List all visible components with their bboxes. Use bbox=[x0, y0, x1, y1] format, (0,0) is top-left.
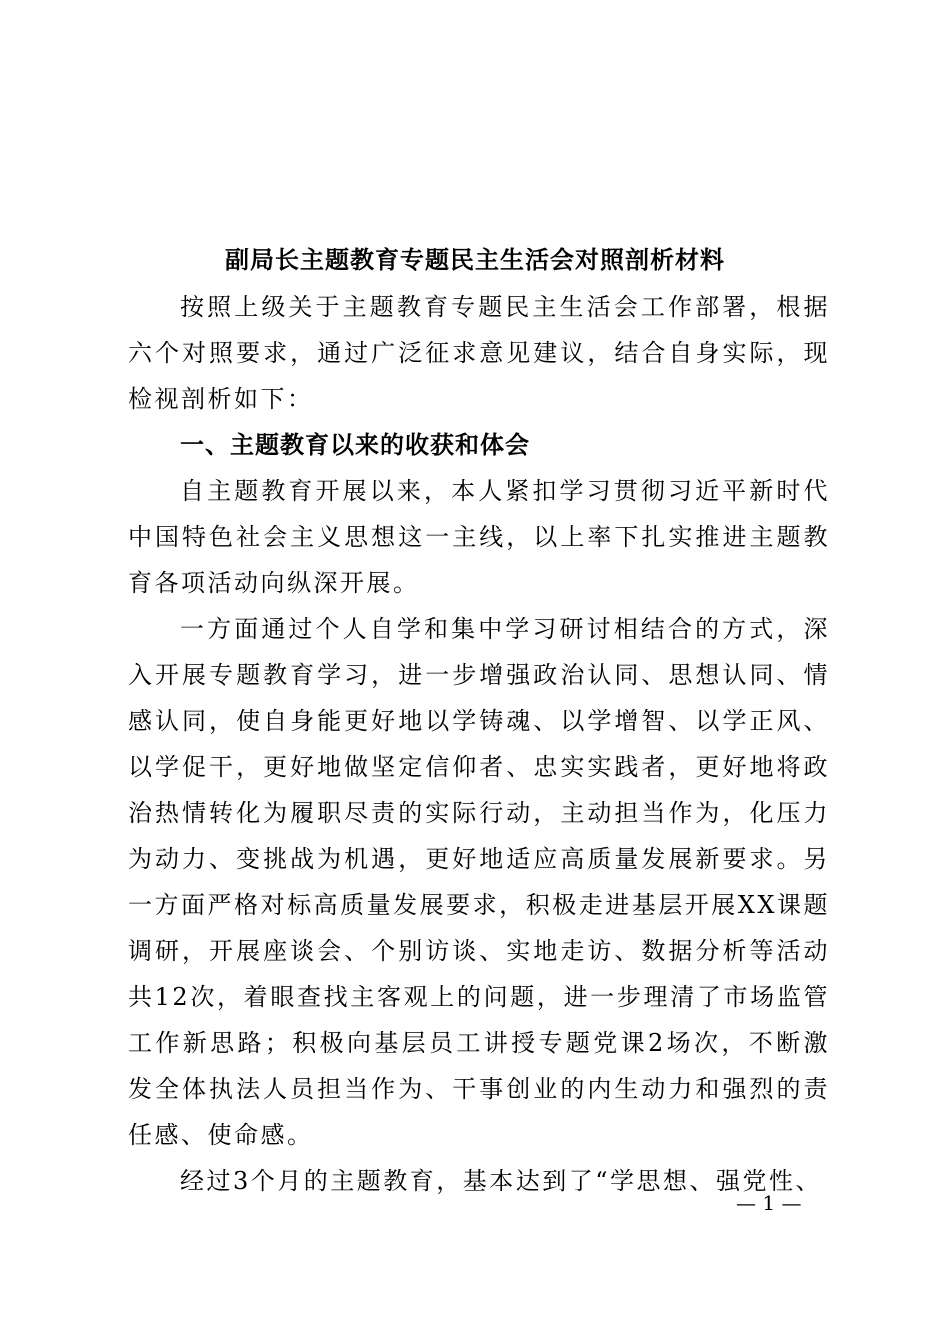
page-number: — 1 — bbox=[736, 1191, 802, 1215]
document-title: 副局长主题教育专题民主生活会对照剖析材料 bbox=[225, 245, 725, 274]
body-paragraph: 一方面通过个人自学和集中学习研讨相结合的方式，深入开展专题教育学习，进一步增强政治认同、思想认同、情感认同，使自身能更好地以学铸魂、以学增智、以学正风、以学促干，更好地做坚定信仰者、忠实实践者，更好地将政治热情转化为履职尽责的实际行动，主动担当作为，化压力为动力、变挑战为机遇，更好地适应高质量发展新要求。另一方面严格对标高质量发展要求，积极走进基层开展XX课题调研，开展座谈会、个别访谈、实地走访、数据分析等活动共12次，着眼查找主客观上的问题，进一步理清了市场监管工作新思路；积极向基层员工讲授专题党课2场次，不断激发全体执法人员担当作为、干事创业的内生动力和强烈的责任感、使命感。 bbox=[128, 615, 830, 1149]
intro-paragraph: 按照上级关于主题教育专题民主生活会工作部署，根据六个对照要求，通过广泛征求意见建议，结合自身实际，现检视剖析如下： bbox=[128, 293, 830, 413]
body-paragraph: 自主题教育开展以来，本人紧扣学习贯彻习近平新时代中国特色社会主义思想这一主线，以上率下扎实推进主题教育各项活动向纵深开展。 bbox=[128, 477, 830, 597]
body-paragraph: 经过3个月的主题教育，基本达到了“学思想、强党性、 bbox=[180, 1167, 823, 1195]
section-heading: 一、主题教育以来的收获和体会 bbox=[180, 431, 530, 459]
document-body bbox=[128, 284, 830, 1204]
